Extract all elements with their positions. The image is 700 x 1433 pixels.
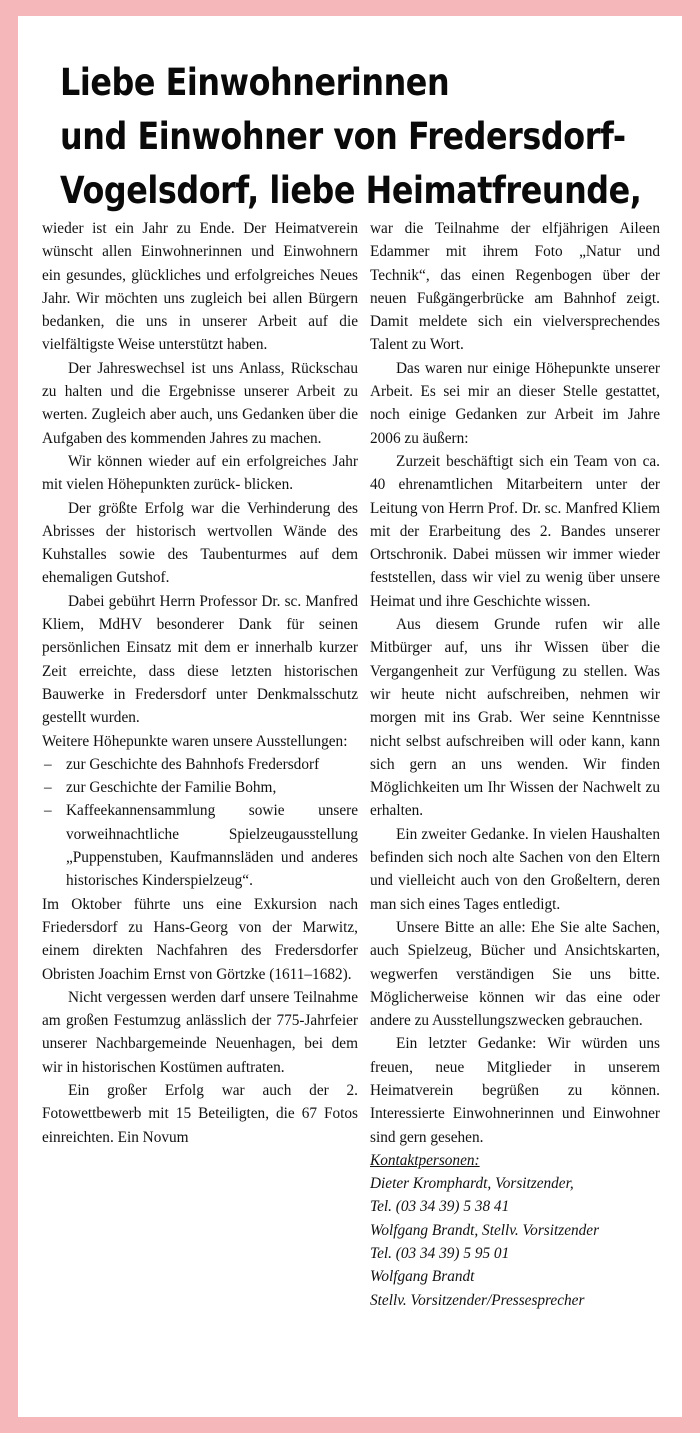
contact-line: Wolfgang Brandt, Stellv. Vorsitzender	[370, 1221, 600, 1239]
paragraph: Im Oktober führte uns eine Exkursion nach Friedersdorf zu Hans-Georg von der Marwitz, einem direkten Nachfahren des Fredersdorfer Obristen Joachim Ernst von Görtzke (1611–1682).	[42, 895, 358, 983]
contact-phone: Tel. (03 34 39) 5 38 41	[370, 1198, 510, 1216]
paragraph: Aus diesem Grunde rufen wir alle Mitbürger auf, uns ihr Wissen über die Vergangenheit zur Verfügung zu stellen. Was wir heute nicht aufschreiben, nehmen wir morgen mit ins Grab. Wer seine Kenntnisse nicht selbst aufschreiben will oder kann, kann sich gern an uns wenden. Wir finden Möglichkeiten um Ihr Wissen der Nachwelt zu erhalten.	[370, 616, 660, 820]
contact-phone: Tel. (03 34 39) 5 95 01	[370, 1245, 510, 1263]
paragraph: Nicht vergessen werden darf unsere Teilnahme am großen Festumzug anlässlich der 775-Jahrfeier unserer Nachbargemeinde Neuenhagen, bei dem wir in historischen Kostümen auftraten.	[42, 988, 358, 1076]
paragraph: Ein großer Erfolg war auch der 2. Fotowettbewerb mit 15 Beteiligten, die 67 Fotos einreichten. Ein Novum	[42, 1081, 358, 1146]
paragraph: Das waren nur einige Höhepunkte unserer Arbeit. Es sei mir an dieser Stelle gestattet, noch einige Gedanken zur Arbeit im Jahre 2006 zu äußern:	[370, 359, 660, 447]
headline	[60, 56, 642, 218]
contact-line: Wolfgang Brandt	[370, 1268, 475, 1286]
list-item: – zur Geschichte des Bahnhofs Fredersdorf	[66, 753, 358, 776]
exhibition-list	[42, 753, 358, 893]
paragraph: war die Teilnahme der elfjährigen Aileen Edammer mit ihrem Foto „Natur und Technik“, das einen Regenbogen über der neuen Fußgängerbrücke am Bahnhof zeigt. Damit meldete sich ein vielversprechendes Talent zu Wort.	[370, 220, 660, 354]
left-column	[42, 217, 358, 1149]
paragraph: Ein zweiter Gedanke. In vielen Haushalten befinden sich noch alte Sachen von den Eltern und vielleicht auch von den Großeltern, deren man sich eines Tages entledigt.	[370, 825, 660, 913]
paragraph: wieder ist ein Jahr zu Ende. Der Heimatverein wünscht allen Einwohnerinnen und Einwohnern ein gesundes, glückliches und erfolgreiches Neues Jahr. Wir möchten uns zugleich bei allen Bürgern bedanken, die uns in unserer Arbeit auf die vielfältigste Weise unterstützt haben.	[42, 220, 358, 354]
paragraph: Zurzeit beschäftigt sich ein Team von ca. 40 ehrenamtlichen Mitarbeitern unter der Leitung von Herrn Prof. Dr. sc. Manfred Kliem mit der Erarbeitung des 2. Bandes unserer Ortschronik. Dabei müssen wir immer wieder feststellen, dass wir viel zu wenig über unsere Heimat und ihre Geschichte wissen.	[370, 452, 660, 610]
paragraph: Der größte Erfolg war die Verhinderung des Abrisses der historisch wertvollen Wände des Kuhstalles sowie des Taubenturmes auf dem ehemaligen Gutshof.	[42, 499, 358, 587]
contact-line: Dieter Kromphardt, Vorsitzender,	[370, 1175, 574, 1193]
headline-line-2: und Einwohner von Fredersdorf-	[60, 115, 626, 158]
headline-line-1: Liebe Einwohnerinnen	[60, 61, 450, 104]
list-item: – zur Geschichte der Familie Bohm,	[66, 776, 358, 799]
paragraph: Unsere Bitte an alle: Ehe Sie alte Sachen, auch Spielzeug, Bücher und Ansichtskarten, wegwerfen verständigen Sie uns bitte. Möglicherweise können wir das eine oder andere zu Ausstellungszwecken gebrauchen.	[370, 918, 660, 1030]
paragraph: Dabei gebührt Herrn Professor Dr. sc. Manfred Kliem, MdHV besonderer Dank für seinen persönlichen Einsatz mit dem er innerhalb kurzer Zeit erreichte, dass diese letzten historischen Bauwerke in Fredersdorf unter Denkmalsschutz gestellt wurden.	[42, 592, 358, 727]
headline-line-3: Vogelsdorf, liebe Heimatfreunde,	[60, 169, 642, 212]
paragraph: Der Jahreswechsel ist uns Anlass, Rückschau zu halten und die Ergebnisse unserer Arbeit zu werten. Zugleich aber auch, uns Gedanken über die Aufgaben des kommenden Jahres zu machen.	[42, 359, 358, 447]
contacts-heading: Kontaktpersonen:	[370, 1151, 480, 1169]
paragraph: Weitere Höhepunkte waren unsere Ausstellungen:	[42, 732, 348, 750]
paragraph: Ein letzter Gedanke: Wir würden uns freuen, neue Mitglieder in unserem Heimatverein begrüßen zu können. Interessierte Einwohnerinnen und Einwohner sind gern gesehen.	[370, 1035, 660, 1146]
list-item: – Kaffeekannensammlung sowie unsere vorweihnachtliche Spielzeugausstellung „Puppenstuben, Kaufmannsläden und anderes historisches Kinderspielzeug“.	[66, 799, 358, 892]
contact-line: Stellv. Vorsitzender/Pressesprecher	[370, 1291, 585, 1309]
right-column	[370, 217, 660, 1312]
paragraph: Wir können wieder auf ein erfolgreiches Jahr mit vielen Höhepunkten zurück- blicken.	[42, 452, 358, 494]
